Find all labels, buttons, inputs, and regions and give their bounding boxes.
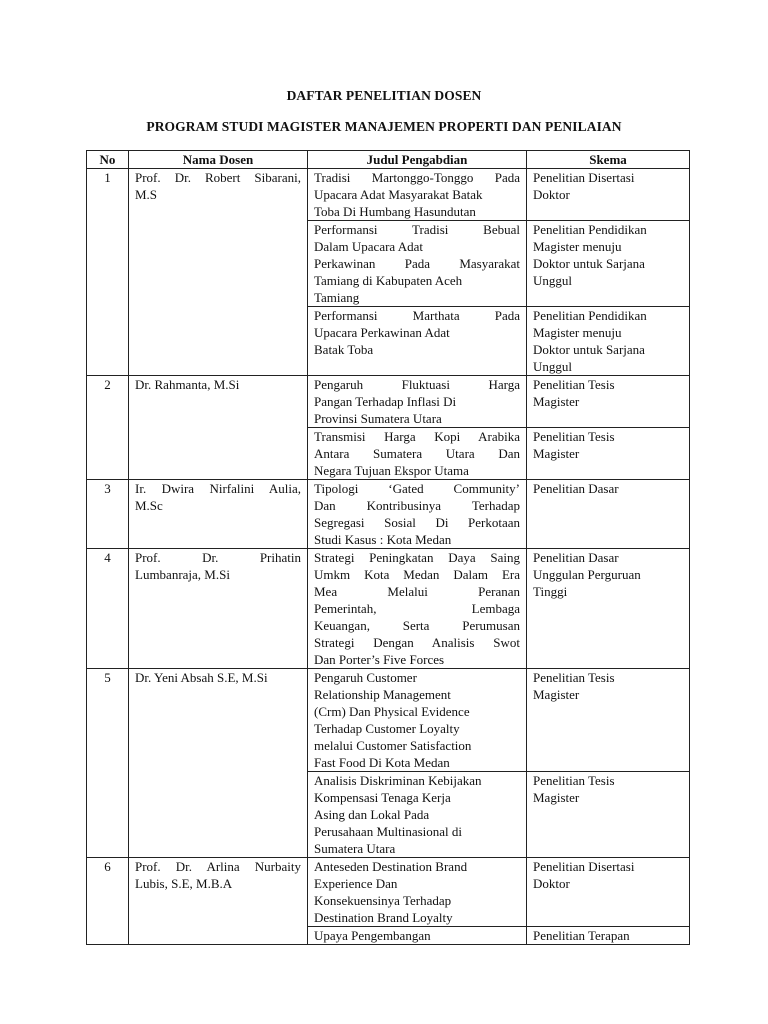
table-row: [87, 669, 690, 772]
cell-line: Penelitian Tesis: [533, 377, 615, 392]
cell-judul-pengabdian: [308, 221, 527, 307]
cell-line: Experience Dan: [314, 876, 398, 891]
cell-line: Destination Brand Loyalty: [314, 910, 453, 925]
cell-line: Penelitian Terapan: [533, 928, 630, 943]
cell-line: Upacara Adat Masyarakat Batak: [314, 187, 483, 202]
table-header-row: [87, 151, 690, 169]
cell-line: Kompensasi Tenaga Kerja: [314, 790, 451, 805]
cell-line: Dan Kontribusinya Terhadap: [314, 498, 520, 513]
cell-nama-dosen: [129, 169, 308, 376]
cell-line: Pemerintah, Lembaga: [314, 601, 520, 616]
cell-line: (Crm) Dan Physical Evidence: [314, 704, 470, 719]
cell-line: Segregasi Sosial Di Perkotaan: [314, 515, 520, 530]
cell-line: Penelitian Dasar: [533, 550, 619, 565]
cell-line: Magister: [533, 790, 580, 805]
cell-nama-dosen: [129, 376, 308, 480]
cell-line: Lumbanraja, M.Si: [135, 567, 230, 582]
table-row: [87, 858, 690, 927]
cell-no: 3: [87, 480, 129, 549]
cell-judul-pengabdian: [308, 772, 527, 858]
cell-line: Strategi Dengan Analisis Swot: [314, 635, 520, 650]
cell-line: Upaya Pengembangan: [314, 928, 431, 943]
cell-line: Magister menuju: [533, 239, 622, 254]
cell-judul-pengabdian: [308, 428, 527, 480]
cell-line: Penelitian Disertasi: [533, 170, 635, 185]
cell-nama-dosen: [129, 669, 308, 858]
cell-line: Penelitian Tesis: [533, 429, 615, 444]
cell-line: Batak Toba: [314, 342, 374, 357]
cell-line: Doktor untuk Sarjana: [533, 342, 645, 357]
cell-line: Umkm Kota Medan Dalam Era: [314, 567, 520, 582]
cell-no: 6: [87, 858, 129, 945]
table-row: [87, 549, 690, 669]
cell-line: Analisis Diskriminan Kebijakan: [314, 773, 482, 788]
cell-line: Doktor: [533, 876, 570, 891]
cell-line: Prof. Dr. Robert Sibarani,: [135, 170, 301, 185]
cell-line: Dr. Yeni Absah S.E, M.Si: [135, 670, 268, 685]
cell-line: Magister: [533, 446, 580, 461]
cell-line: Dan Porter’s Five Forces: [314, 652, 445, 667]
cell-line: Pengaruh Fluktuasi Harga: [314, 377, 520, 392]
table-row: [87, 169, 690, 221]
cell-line: Studi Kasus : Kota Medan: [314, 532, 452, 547]
cell-nama-dosen: [129, 480, 308, 549]
cell-line: Tradisi Martonggo-Tonggo Pada: [314, 170, 520, 185]
cell-line: Tipologi ‘Gated Community’: [314, 481, 520, 496]
cell-line: Negara Tujuan Ekspor Utama: [314, 463, 469, 478]
cell-skema: [527, 221, 690, 307]
cell-line: Pangan Terhadap Inflasi Di: [314, 394, 457, 409]
cell-line: M.S: [135, 187, 158, 202]
cell-judul-pengabdian: [308, 858, 527, 927]
cell-line: Ir. Dwira Nirfalini Aulia,: [135, 481, 301, 496]
cell-line: Prof. Dr. Arlina Nurbaity: [135, 859, 301, 874]
cell-line: Dr. Rahmanta, M.Si: [135, 377, 240, 392]
cell-line: Relationship Management: [314, 687, 451, 702]
cell-no: 1: [87, 169, 129, 376]
cell-line: Penelitian Tesis: [533, 773, 615, 788]
header-skema: Skema: [527, 151, 690, 169]
cell-line: Asing dan Lokal Pada: [314, 807, 430, 822]
cell-line: Sumatera Utara: [314, 841, 396, 856]
cell-line: Konsekuensinya Terhadap: [314, 893, 452, 908]
cell-line: Anteseden Destination Brand: [314, 859, 468, 874]
cell-line: Tamiang di Kabupaten Aceh: [314, 273, 463, 288]
header-no: No: [87, 151, 129, 169]
cell-skema: [527, 927, 690, 945]
cell-line: Unggul: [533, 359, 572, 374]
cell-judul-pengabdian: [308, 927, 527, 945]
cell-skema: [527, 428, 690, 480]
table-body: [87, 169, 690, 945]
cell-no: 5: [87, 669, 129, 858]
document-subtitle: PROGRAM STUDI MAGISTER MANAJEMEN PROPERTI DAN PENILAIAN: [146, 119, 622, 134]
research-table: [86, 150, 690, 945]
cell-skema: [527, 772, 690, 858]
cell-line: Doktor: [533, 187, 570, 202]
document-title: DAFTAR PENELITIAN DOSEN: [286, 88, 482, 103]
header-nama-dosen: Nama Dosen: [129, 151, 308, 169]
cell-line: Unggul: [533, 273, 572, 288]
cell-nama-dosen: [129, 549, 308, 669]
cell-line: Mea Melalui Peranan: [314, 584, 520, 599]
cell-line: M.Sc: [135, 498, 163, 513]
cell-skema: [527, 169, 690, 221]
cell-judul-pengabdian: [308, 307, 527, 376]
cell-line: Terhadap Customer Loyalty: [314, 721, 460, 736]
cell-line: Transmisi Harga Kopi Arabika: [314, 429, 520, 444]
cell-line: Tamiang: [314, 290, 360, 305]
cell-skema: [527, 376, 690, 428]
cell-line: Perkawinan Pada Masyarakat: [314, 256, 520, 271]
cell-line: Performansi Marthata Pada: [314, 308, 520, 323]
cell-line: Prof. Dr. Prihatin: [135, 550, 301, 565]
cell-line: Antara Sumatera Utara Dan: [314, 446, 520, 461]
cell-skema: [527, 480, 690, 549]
cell-judul-pengabdian: [308, 376, 527, 428]
cell-line: Penelitian Pendidikan: [533, 308, 647, 323]
cell-line: Pengaruh Customer: [314, 670, 417, 685]
cell-line: melalui Customer Satisfaction: [314, 738, 472, 753]
cell-line: Penelitian Tesis: [533, 670, 615, 685]
cell-line: Tinggi: [533, 584, 568, 599]
header-judul-pengabdian: Judul Pengabdian: [308, 151, 527, 169]
cell-nama-dosen: [129, 858, 308, 945]
cell-line: Magister: [533, 394, 580, 409]
cell-skema: [527, 549, 690, 669]
cell-judul-pengabdian: [308, 480, 527, 549]
cell-line: Perusahaan Multinasional di: [314, 824, 463, 839]
cell-line: Penelitian Disertasi: [533, 859, 635, 874]
cell-line: Unggulan Perguruan: [533, 567, 641, 582]
cell-skema: [527, 669, 690, 772]
cell-skema: [527, 307, 690, 376]
table-row: [87, 480, 690, 549]
cell-skema: [527, 858, 690, 927]
cell-line: Penelitian Dasar: [533, 481, 619, 496]
cell-line: Fast Food Di Kota Medan: [314, 755, 450, 770]
cell-line: Provinsi Sumatera Utara: [314, 411, 442, 426]
cell-line: Doktor untuk Sarjana: [533, 256, 645, 271]
cell-line: Performansi Tradisi Bebual: [314, 222, 520, 237]
cell-line: Keuangan, Serta Perumusan: [314, 618, 520, 633]
cell-line: Upacara Perkawinan Adat: [314, 325, 450, 340]
cell-no: 2: [87, 376, 129, 480]
cell-line: Dalam Upacara Adat: [314, 239, 424, 254]
cell-judul-pengabdian: [308, 549, 527, 669]
table-row: [87, 376, 690, 428]
cell-line: Penelitian Pendidikan: [533, 222, 647, 237]
cell-no: 4: [87, 549, 129, 669]
cell-line: Lubis, S.E, M.B.A: [135, 876, 233, 891]
cell-line: Toba Di Humbang Hasundutan: [314, 204, 476, 219]
cell-line: Magister menuju: [533, 325, 622, 340]
cell-judul-pengabdian: [308, 169, 527, 221]
cell-line: Magister: [533, 687, 580, 702]
cell-line: Strategi Peningkatan Daya Saing: [314, 550, 520, 565]
cell-judul-pengabdian: [308, 669, 527, 772]
